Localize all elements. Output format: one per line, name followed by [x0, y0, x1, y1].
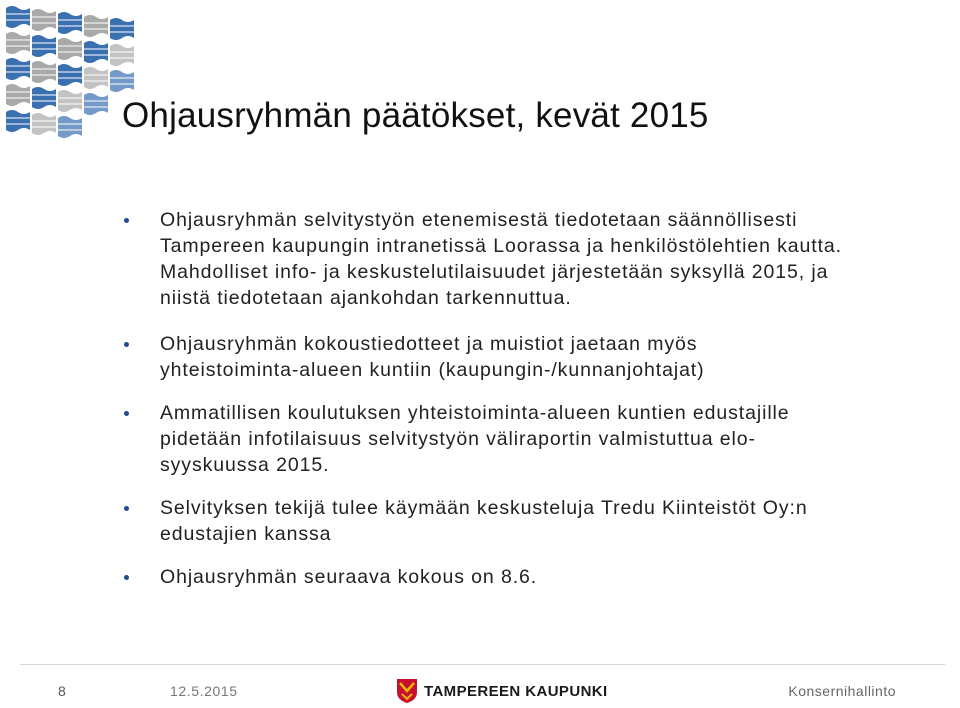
- logo-tile: [84, 93, 108, 115]
- corner-pattern-logo: [0, 0, 140, 140]
- logo-tile: [32, 35, 56, 57]
- logo-tile: [6, 110, 30, 132]
- logo-tile: [58, 116, 82, 138]
- logo-tile: [32, 9, 56, 31]
- logo-tile: [32, 87, 56, 109]
- bullet-item: [122, 207, 842, 311]
- logo-tile: [58, 12, 82, 34]
- bullet-item: [122, 495, 808, 547]
- logo-tile: [32, 113, 56, 135]
- logo-tile: [6, 6, 30, 28]
- logo-tile: [110, 18, 134, 40]
- logo-tile: [58, 38, 82, 60]
- slide-title: Ohjausryhmän päätökset, kevät 2015: [122, 96, 709, 135]
- logo-tile: [6, 84, 30, 106]
- logo-tile: [110, 70, 134, 92]
- bullet-text: Ohjausryhmän seuraava kokous on 8.6.: [160, 566, 538, 588]
- bullet-dot-icon: [124, 575, 129, 580]
- bullet-item: [122, 564, 537, 590]
- bullet-text: Ohjausryhmän selvitystyön etenemisestä tiedotetaan säännöllisesti Tampereen kaupungin intranetissä Loorassa ja henkilöstölehtien kautta. Mahdolliset info- ja keskustelutilaisuudet järjestetään syksyllä 2015, ja niistä tiedotetaan ajankohdan tarkennuttua.: [160, 209, 842, 309]
- bullet-text: Ammatillisen koulutuksen yhteistoiminta-alueen kuntien edustajille pidetään infotilaisuus selvitystyön väliraportin valmistuttua elo- syyskuussa 2015.: [160, 402, 790, 476]
- logo-tile: [58, 90, 82, 112]
- bullet-item: [122, 400, 790, 478]
- city-crest-icon: [396, 678, 418, 704]
- bullet-text: Ohjausryhmän kokoustiedotteet ja muistiot jaetaan myös yhteistoiminta-alueen kuntiin (kaupungin-/kunnanjohtajat): [160, 333, 705, 381]
- bullet-text: Selvityksen tekijä tulee käymään keskusteluja Tredu Kiinteistöt Oy:n edustajien kanssa: [160, 497, 808, 545]
- bullet-dot-icon: [124, 218, 129, 223]
- page-number: 8: [58, 683, 66, 699]
- brand-name: TAMPEREEN KAUPUNKI: [424, 682, 608, 700]
- bullet-dot-icon: [124, 342, 129, 347]
- bullet-dot-icon: [124, 506, 129, 511]
- footer-department: Konsernihallinto: [788, 683, 896, 699]
- logo-tile: [84, 67, 108, 89]
- logo-tile: [58, 64, 82, 86]
- footer-date: 12.5.2015: [170, 683, 238, 699]
- logo-tile: [110, 44, 134, 66]
- logo-tile: [84, 15, 108, 37]
- bullet-item: [122, 331, 705, 383]
- logo-tile: [6, 58, 30, 80]
- footer-brand: [396, 676, 608, 706]
- footer-divider: [20, 664, 945, 665]
- bullet-dot-icon: [124, 411, 129, 416]
- logo-tile: [84, 41, 108, 63]
- logo-tile: [32, 61, 56, 83]
- logo-tile: [6, 32, 30, 54]
